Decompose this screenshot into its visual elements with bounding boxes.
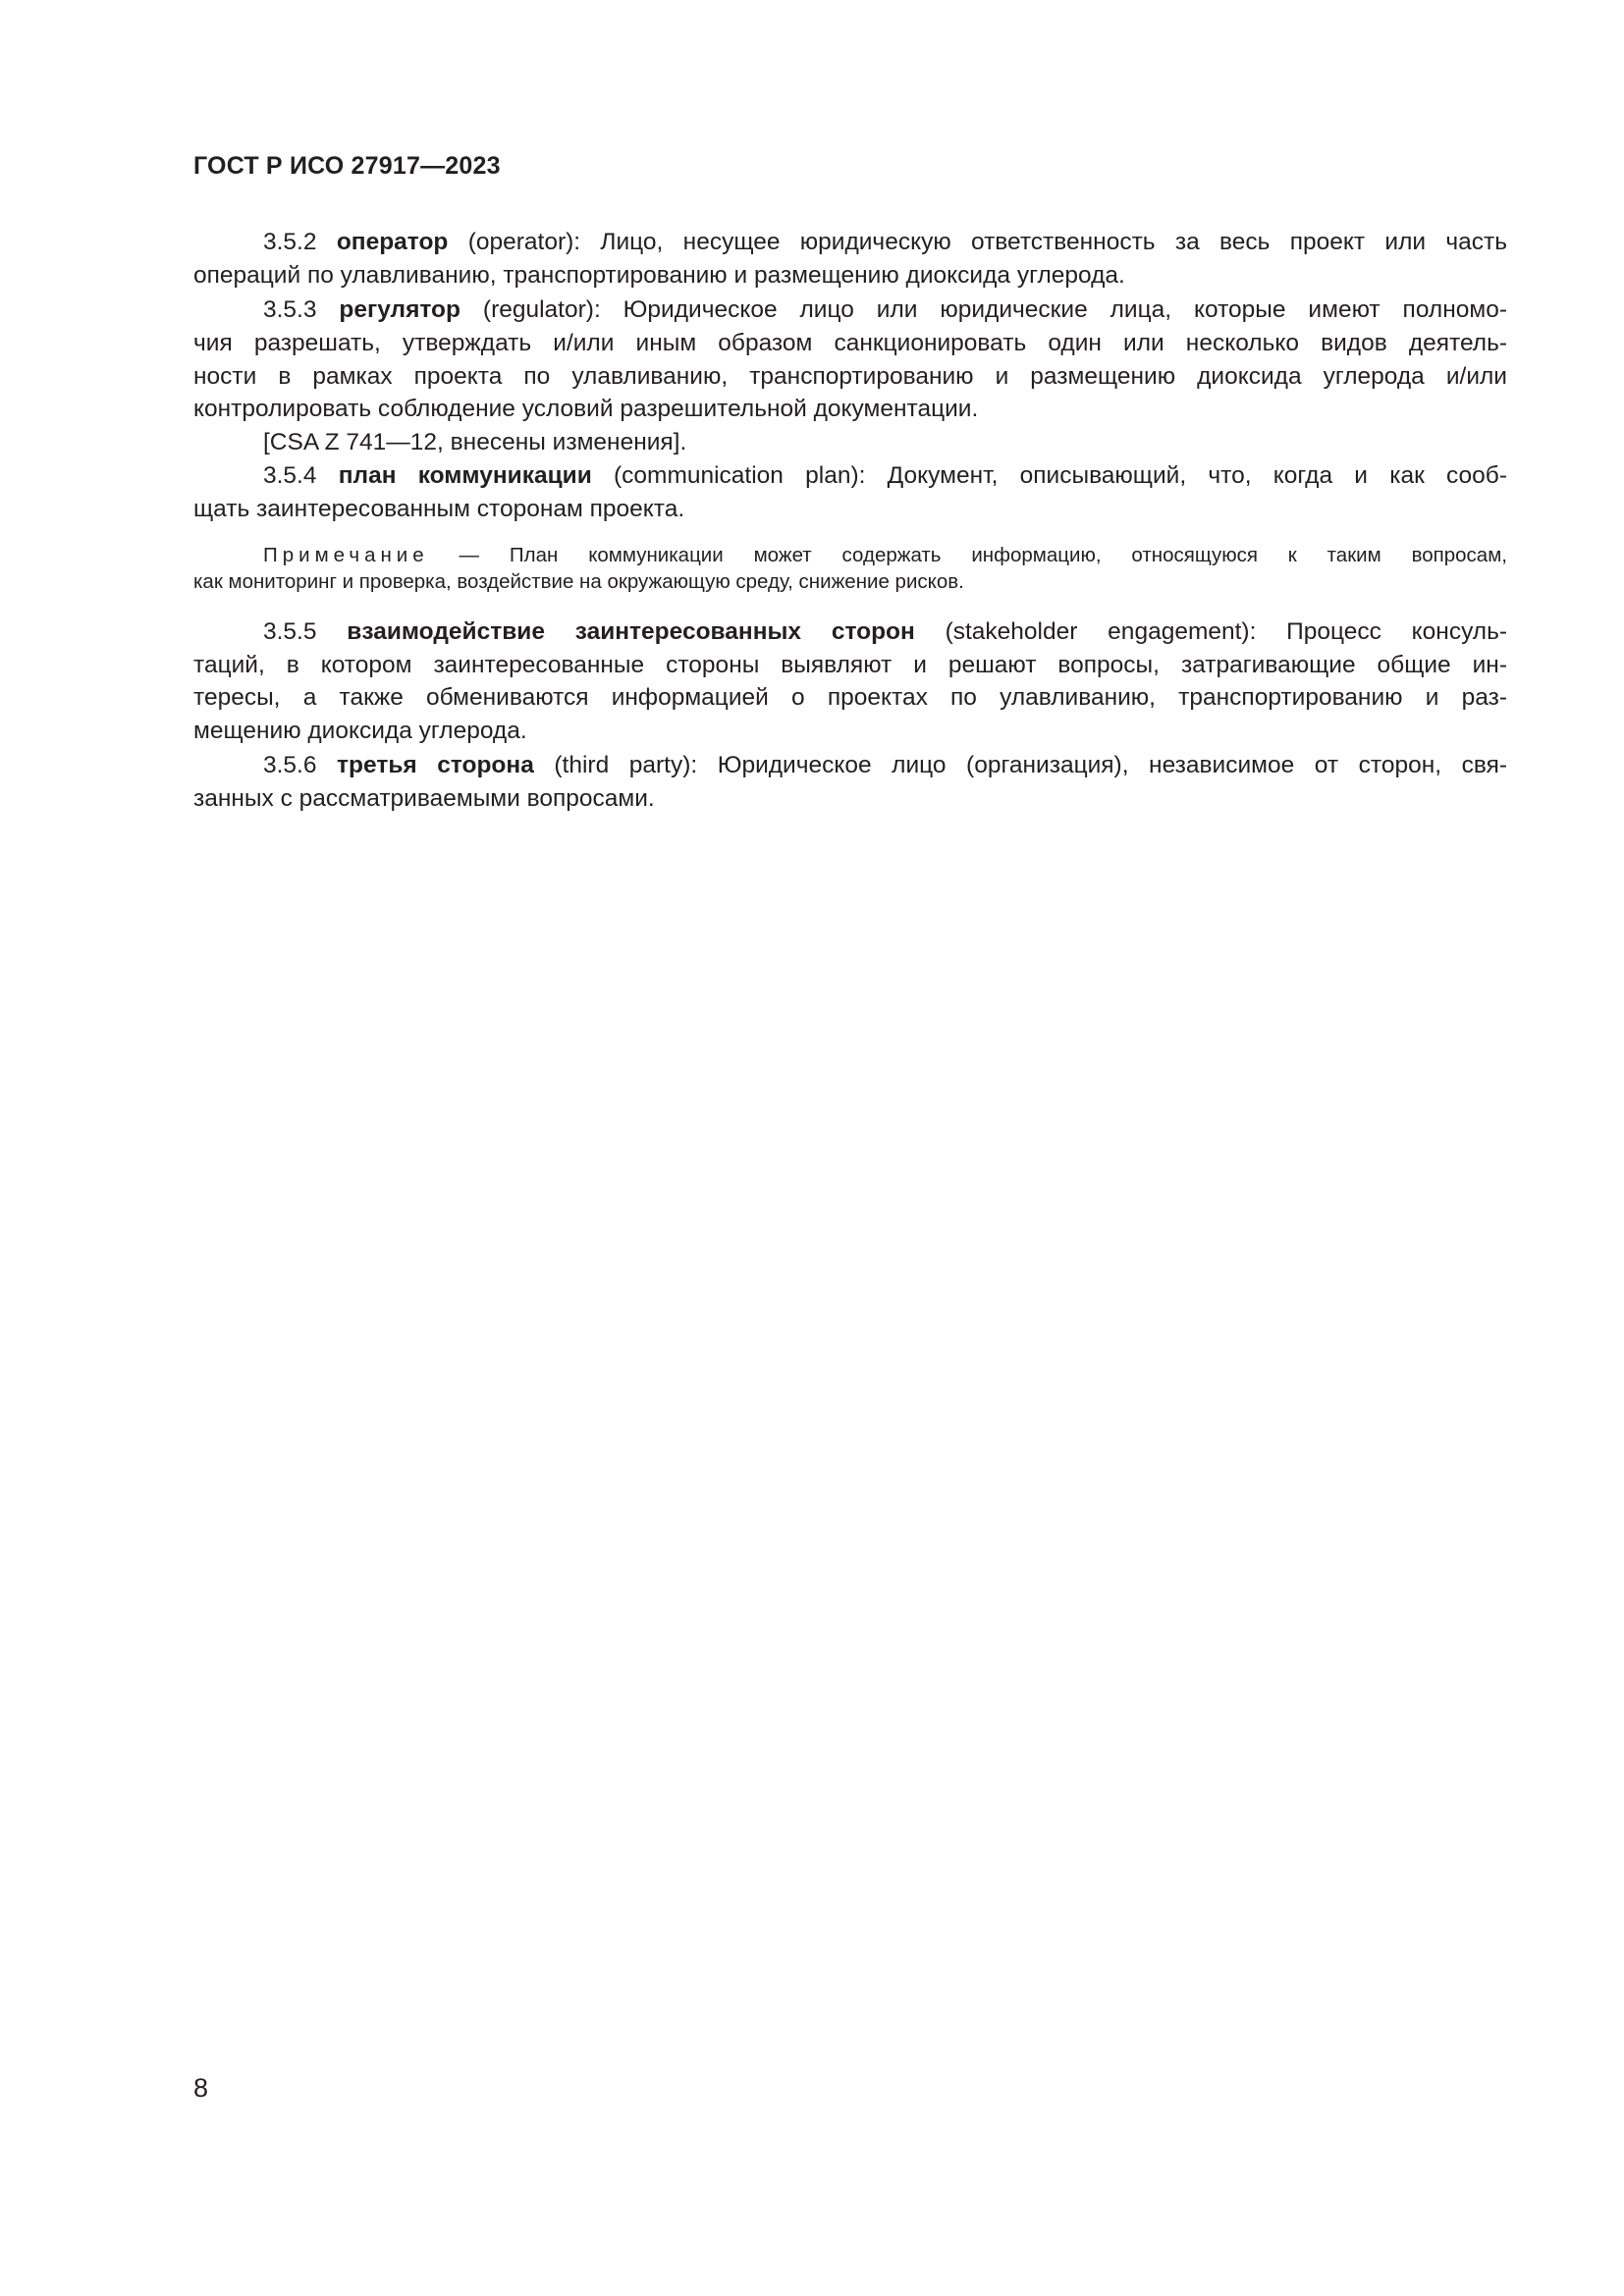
term-definition: : Лицо, несущее юридическую ответственность за весь проект или часть (573, 229, 1507, 255)
term-line: таций, в котором заинтересованные стороны выявляют и решают вопросы, затрагивающие общие ин- (193, 652, 1507, 678)
note-line: как мониторинг и проверка, воздействие на окружающую среду, снижение рисков. (193, 570, 964, 593)
term-number: 3.5.3 (263, 296, 317, 323)
term-definition: : Документ, описывающий, что, когда и как сооб- (858, 462, 1507, 489)
term-line: мещению диоксида углерода. (193, 718, 527, 744)
term-english: (third party) (554, 752, 691, 778)
term-line: операций по улавливанию, транспортированию и размещению диоксида углерода. (193, 262, 1125, 289)
term-source: [CSA Z 741—12, внесены изменения]. (263, 429, 687, 455)
term-definition: : Процесс консуль- (1249, 618, 1508, 645)
term-line: чия разрешать, утверждать и/или иным образом санкционировать один или несколько видов деятель- (193, 330, 1507, 356)
term-line (263, 228, 1507, 257)
term-name: оператор (336, 229, 449, 255)
note-text: — План коммуникации может содержать информацию, относящуюся к таким вопросам, (428, 544, 1507, 566)
term-english: (operator) (467, 229, 574, 255)
term-english: (communication plan) (614, 462, 859, 489)
term-line: тересы, а также обмениваются информацией о проектах по улавливанию, транспортированию и раз- (193, 684, 1507, 711)
term-line: щать заинтересованным сторонам проекта. (193, 496, 685, 522)
term-name: третья сторона (337, 752, 534, 778)
term-line (263, 751, 1507, 780)
document-header: ГОСТ Р ИСО 27917—2023 (193, 152, 501, 180)
term-line: контролировать соблюдение условий разрешительной документации. (193, 396, 979, 422)
term-definition: : Юридическое лицо (организация), независимое от сторон, свя- (690, 752, 1507, 778)
note-label: Примечание (263, 544, 429, 566)
term-english: (stakeholder engagement) (945, 618, 1250, 645)
term-definition: : Юридическое лицо или юридические лица, которые имеют полномо- (593, 296, 1507, 323)
term-line (263, 617, 1507, 647)
term-name: план коммуникации (338, 462, 592, 489)
term-number: 3.5.4 (263, 462, 317, 489)
term-number: 3.5.6 (263, 752, 317, 778)
term-line (263, 461, 1507, 491)
term-name: регулятор (339, 296, 460, 323)
term-english: (regulator) (482, 296, 594, 323)
term-name: взаимодействие заинтересованных сторон (347, 618, 915, 645)
term-number: 3.5.2 (263, 229, 317, 255)
term-line (263, 295, 1507, 325)
note-line (263, 543, 1507, 568)
term-line: занных с рассматриваемыми вопросами. (193, 785, 655, 812)
term-number: 3.5.5 (263, 618, 317, 645)
term-line: ности в рамках проекта по улавливанию, транспортированию и размещению диоксида углерода и/или (193, 363, 1507, 390)
page-number: 8 (193, 2073, 209, 2103)
